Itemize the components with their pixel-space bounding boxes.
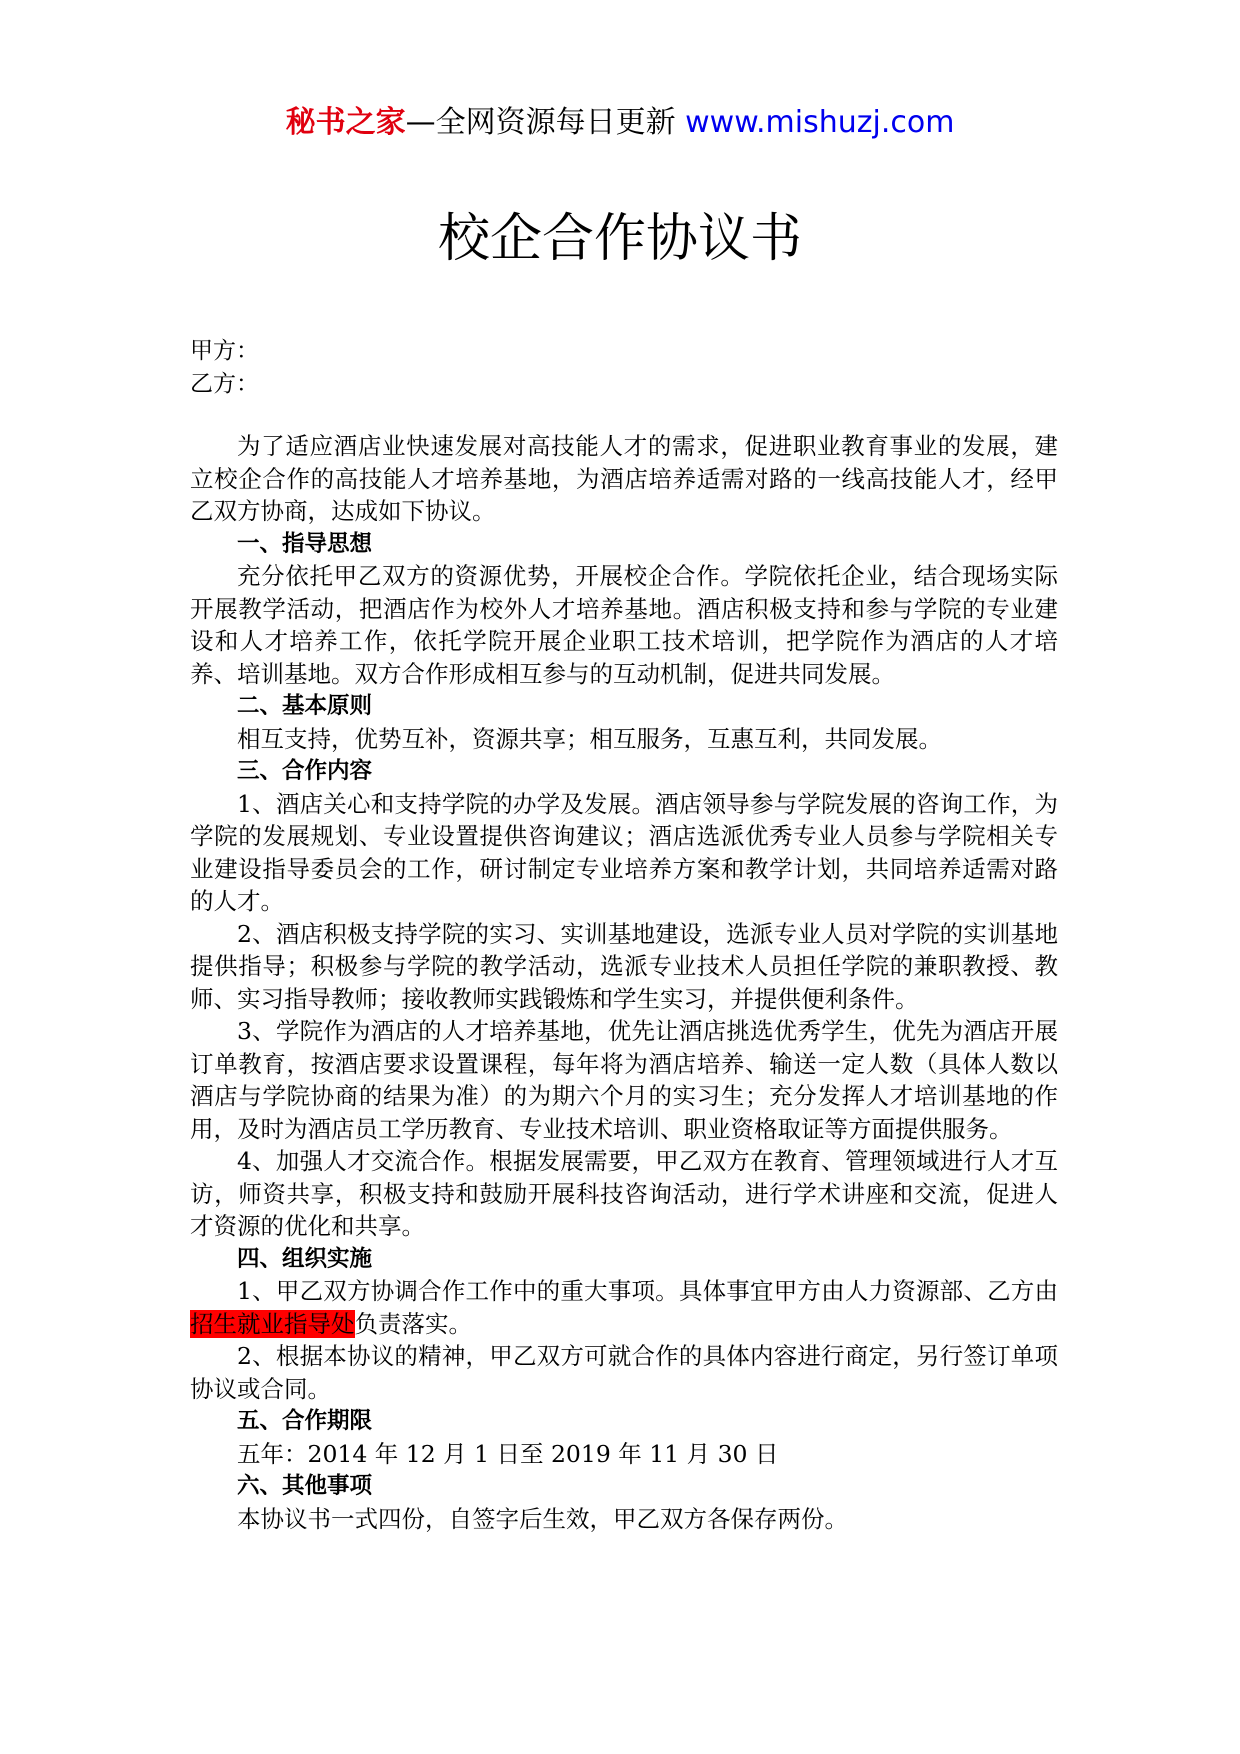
site-url-link[interactable]: www.mishuzj.com [685,105,955,140]
site-brand: 秘书之家 [285,105,406,140]
section-heading-content: 三、合作内容 [237,758,373,784]
section-paragraph [190,1275,1058,1340]
intro-paragraph: 为了适应酒店业快速发展对高技能人才的需求，促进职业教育事业的发展，建立校企合作的高技能人才培养基地，为酒店培养适需对路的一线高技能人才，经甲乙双方协商，达成如下协议。 [190,432,1058,525]
section-heading-implementation: 四、组织实施 [237,1245,373,1272]
section-paragraph: 相互支持，优势互补，资源共享；相互服务，互惠互利，共同发展。 [237,724,942,753]
section-paragraph: 本协议书一式四份，自签字后生效，甲乙双方各保存两份。 [237,1504,848,1533]
party-b-label: 乙方： [190,371,259,397]
section-paragraph: 2、根据本协议的精神，甲乙双方可就合作的具体内容进行商定，另行签订单项协议或合同。 [190,1342,1058,1403]
section-paragraph: 五年：2014 年 12 月 1 日至 2019 年 11 月 30 日 [237,1439,779,1468]
section-heading-term: 五、合作期限 [237,1408,373,1434]
section-paragraph: 1、酒店关心和支持学院的办学及发展。酒店领导参与学院发展的咨询工作，为学院的发展规划、专业设置提供咨询建议；酒店选派优秀专业人员参与学院相关专业建设指导委员会的工作，研讨制定专业培养方案和教学计划，共同培养适需对路的人才。 [190,789,1058,915]
section-paragraph: 2、酒店积极支持学院的实习、实训基地建设，选派专业人员对学院的实训基地提供指导；积极参与学院的教学活动，选派专业技术人员担任学院的兼职教授、教师、实习指导教师；接收教师实践锻炼和学生实习，并提供便利条件。 [190,919,1058,1013]
parties-block [190,335,259,401]
party-a-label: 甲方： [190,338,259,364]
section-paragraph: 充分依托甲乙双方的资源优势，开展校企合作。学院依托企业，结合现场实际开展教学活动，把酒店作为校外人才培养基地。酒店积极支持和参与学院的专业建设和人才培养工作，依托学院开展企业职工技术培训，把学院作为酒店的人才培养、培训基地。双方合作形成相互参与的互动机制，促进共同发展。 [190,562,1058,688]
section-heading-principles: 二、基本原则 [237,693,373,719]
section-heading-guiding: 一、指导思想 [237,530,373,557]
site-tagline: —全网资源每日更新 [405,105,676,140]
section-paragraph: 3、学院作为酒店的人才培养基地，优先让酒店挑选优秀学生，优先为酒店开展订单教育，按酒店要求设置课程，每年将为酒店培养、输送一定人数（具体人数以酒店与学院协商的结果为准）的为期六个月的实习生；充分发挥人才培训基地的作用，及时为酒店员工学历教育、专业技术培训、职业资格取证等方面提供服务。 [190,1017,1058,1143]
section-paragraph: 4、加强人才交流合作。根据发展需要，甲乙双方在教育、管理领域进行人才互访，师资共享，积极支持和鼓励开展科技咨询活动，进行学术讲座和交流，促进人才资源的优化和共享。 [190,1147,1058,1240]
agreement-body [190,430,1058,1535]
document-title: 校企合作协议书 [437,209,802,269]
highlighted-text: 招生就业指导处 [190,1309,355,1338]
paragraph-text: 1、甲乙双方协调合作工作中的重大事项。具体事宜甲方由人力资源部、乙方由 [237,1277,1058,1305]
section-heading-other: 六、其他事项 [237,1473,373,1499]
site-banner [0,98,1240,148]
paragraph-text: 负责落实。 [354,1309,472,1338]
